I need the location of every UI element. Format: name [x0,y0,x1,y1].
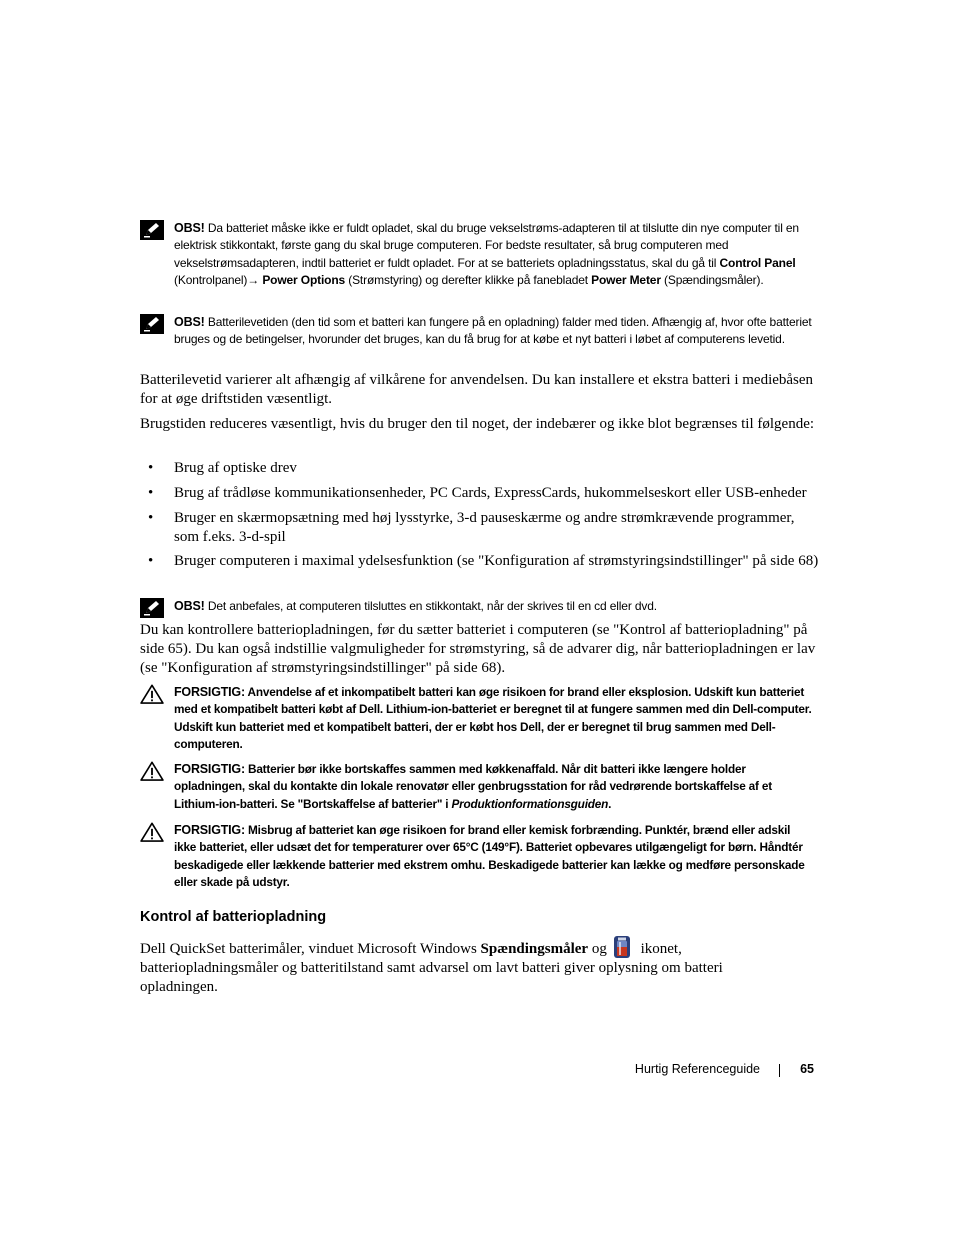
section-body-text: Dell QuickSet batterimåler, vinduet Microsoft Windows [140,941,481,957]
caution-text-segment: . [608,796,612,811]
caution-text [174,684,815,753]
section-heading: Kontrol af batteriopladning [140,909,327,925]
menu-path-power-options: Power Options [262,272,346,287]
bullet-symbol: • [148,485,154,501]
caution-3 [140,822,815,891]
bullet-symbol: • [148,460,154,476]
pencil-note-icon [140,314,164,334]
list-item-text: Bruger en skærmopsætning med høj lysstyrke, 3-d pauseskærme og andre strømkrævende programmer, som f.eks. 3-d-spil [174,510,795,545]
note-label: OBS! [174,315,205,329]
note-text-segment: (Strømstyring) og derefter klikke på fanebladet [345,272,592,287]
list-item [140,552,820,571]
list-item-text: Brug af trådløse kommunikationsenheder, PC Cards, ExpressCards, hukommelseskort eller USB-enheder [174,485,807,501]
battery-meter-icon [613,935,631,959]
page-number: 65 [800,1062,814,1076]
caution-text [174,822,815,891]
pencil-note-icon [140,220,164,240]
caution-label: FORSIGTIG: [174,685,245,699]
bullet-symbol: • [148,510,154,526]
caution-text [174,761,815,813]
note-label: OBS! [174,221,205,235]
caution-2 [140,761,815,813]
warning-triangle-icon [140,684,164,704]
paragraph-battery-life: Batterilevetid varierer alt afhængig af vilkårene for anvendelsen. Du kan installere et ekstra batteri i mediebåsen for at øge driftstiden væsentligt. [140,372,814,407]
caution-label: FORSIGTIG: [174,762,245,776]
caution-1 [140,684,815,753]
list-item-text: Brug af optiske drev [174,460,297,476]
note-text [174,314,815,349]
list-item [140,509,820,546]
list-item [140,484,820,503]
note-text-segment: Da batteriet måske ikke er fuldt opladet, skal du bruge vekselstrøms-adapteren til at tilslutte din nye computer til en elektrisk stikkontakt, første gang du skal bruge computeren. For bedste resultater, så brug computeren med vekselstrømsadapteren, indtil batteriet er fuldt opladet. For at se batteriets opladningsstatus, skal du gå til [174,221,799,270]
footer-title: Hurtig Referenceguide [634,1062,760,1076]
window-name-power-meter: Spændingsmåler [480,941,589,957]
list-item [140,459,820,478]
note-text [174,598,815,615]
caution-text-segment: Anvendelse af et inkompatibelt batteri kan øge risikoen for brand eller eksplosion. Udskift kun batteriet med et kompatibelt batteri købt af Dell. Lithium-ion-batteriet er beregnet til at fungere sammen med din Dell-computer. Udskift kun batteriet med et kompatibelt batteri, der er købt hos Dell, der er beregnet til brug sammen med Dell-computeren. [174,685,812,751]
paragraph-check-charge: Du kan kontrollere batteriopladningen, før du sætter batteriet i computeren (se "Kontrol af batteriopladning" på side 65). Du kan også indstillie valgmuligheder for strømstyring, så de advarer dig, når batteriopladningen er lav (se "Konfiguration af strømstyringsindstillinger" på side 68). [140,622,816,676]
section-body-text: og [588,941,607,957]
note-text-segment: Batterilevetiden (den tid som et batteri kan fungere på en opladning) falder med tiden. Afhængig af, hvor ofte batteriet bruges og de betingelser, hvorunder det bruges, kan du få brug for at købe et nyt batteri i løbet af computerens levetid. [174,315,812,347]
bullet-symbol: • [148,553,154,569]
paragraph-usage-reduction: Brugstiden reduceres væsentligt, hvis du bruger den til noget, der indebærer og ikke blot begrænses til følgende: [140,416,815,432]
warning-triangle-icon [140,761,164,781]
guide-title: Produktionformationsguiden [451,796,609,811]
note-2 [140,314,815,349]
pencil-note-icon [140,598,164,618]
caution-label: FORSIGTIG: [174,823,245,837]
note-text-segment: (Kontrolpanel)→ [174,272,263,287]
caution-text-segment: Misbrug af batteriet kan øge risikoen for brand eller kemisk forbrænding. Punktér, brænd eller adskil ikke batteriet, eller udsæt det for temperaturer over 65°C (149°F). Batteriet opbevares utilgængeligt for børn. Håndtér beskadigede eller lækkende batterier med ekstrem omhu. Beskadigede batterier kan lække og medføre personskade eller skade på udstyr. [174,823,805,889]
note-label: OBS! [174,599,205,613]
note-text-segment: Det anbefales, at computeren tilsluttes en stikkontakt, når der skrives til en cd eller dvd. [204,599,657,613]
note-1 [140,220,815,289]
tab-name-power-meter: Power Meter [591,272,661,287]
note-text [174,220,815,289]
section-body [140,935,740,997]
note-text-segment: (Spændingsmåler). [660,272,764,287]
menu-path-control-panel: Control Panel [719,255,796,270]
list-item-text: Bruger computeren i maximal ydelsesfunktion (se "Konfiguration af strømstyringsindstillinger" på side 68) [174,553,819,569]
footer-divider [779,1064,780,1077]
warning-triangle-icon [140,822,164,842]
note-3 [140,598,815,615]
caution-text-segment: Batterier bør ikke bortskaffes sammen med køkkenaffald. Når dit batteri ikke længere holder opladningen, skal du kontakte din lokale renovatør eller genbrugsstation for råd vedrørende bortskaffelse af et Lithium-ion-batteri. Se "Bortskaffelse af batterier" i [174,762,772,811]
section-body-text: ikonet, batteriopladningsmåler og batteritilstand samt advarsel om lavt batteri giver oplysning om batteri opladningen. [140,941,723,995]
